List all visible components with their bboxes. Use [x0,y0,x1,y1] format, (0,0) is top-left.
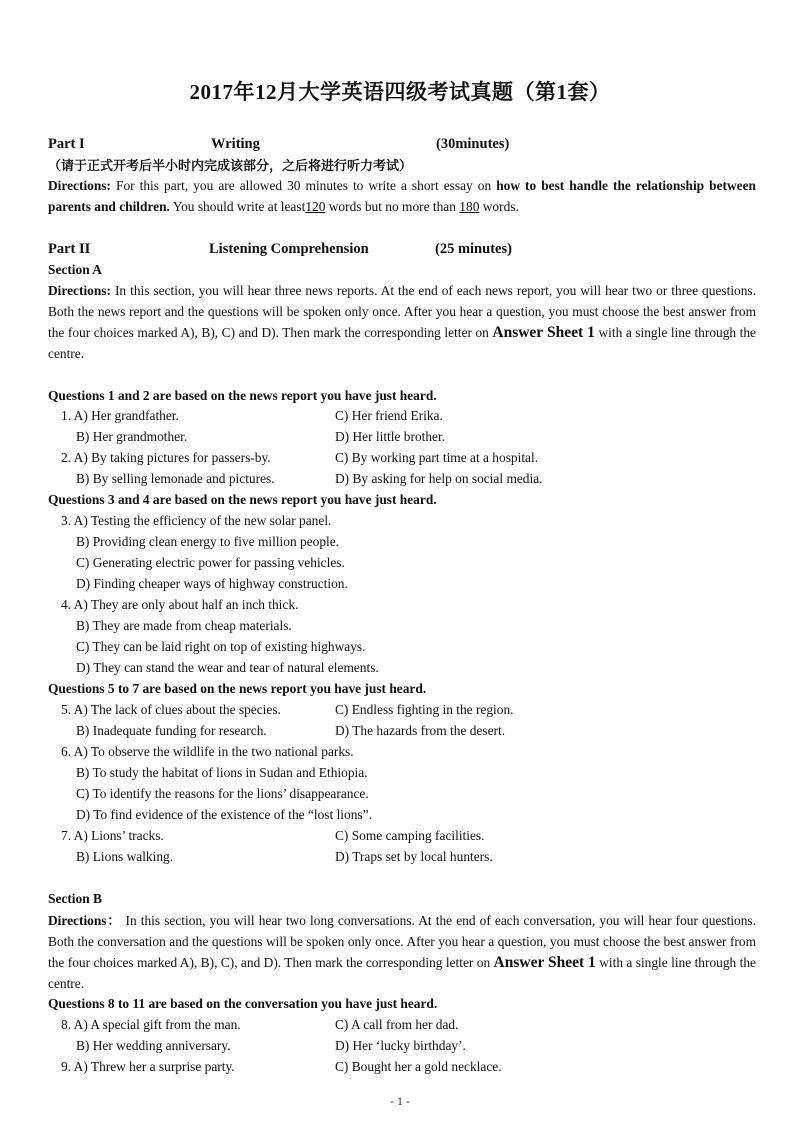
section-a-directions-end: with a single line through the centre. [48,325,756,361]
question-option: B) Providing clean energy to five million people. [76,534,340,549]
page-title: 2017年12月大学英语四级考试真题（第1套） [189,80,611,104]
question-option: B) Lions walking. [76,849,174,864]
question-option: D) To find evidence of the existence of the “lost lions”. [76,807,372,822]
min-words: 120 [305,199,326,214]
part1-label: Part I [48,136,85,152]
section-b-directions-text: In this section, you will hear two long conversations. At the end of each conversation, you will hear four questions. Both the conversation and the questions will be spoken only once. After you hear a question, you must choose the best answer from the four choices marked A), B), C), and D). Then mark the corresponding letter on [48,913,756,970]
page-number: - 1 - [390,1094,410,1108]
section-a-heading: Section A [48,262,102,277]
question-option: C) A call from her dad. [335,1017,459,1032]
question-group-heading: Questions 5 to 7 are based on the news report you have just heard. [48,681,427,696]
part1-directions-text2: You should write at least [169,199,306,214]
part2-time: (25 minutes) [435,241,512,257]
question-option: C) Bought her a gold necklace. [335,1059,502,1074]
question-group-heading: Questions 3 and 4 are based on the news report you have just heard. [48,492,437,507]
part1-directions [48,175,756,217]
part1-note: （请于正式开考后半小时内完成该部分，之后将进行听力考试） [48,158,413,173]
question-option: B) Her grandmother. [76,429,188,444]
section-a-directions-text: In this section, you will hear three news reports. At the end of each news report, you will hear two or three questions. Both the news report and the questions will be spoken only once. After you hear a question, you must choose the best answer from the four choices marked A), B), C) and D). Then mark the corresponding letter on [48,283,756,340]
question-option: 6. A) To observe the wildlife in the two national parks. [61,744,354,759]
question-option: 3. A) Testing the efficiency of the new solar panel. [61,513,332,528]
question-option: B) To study the habitat of lions in Sudan and Ethiopia. [76,765,368,780]
question-option: C) Some camping facilities. [335,828,485,843]
question-option: 1. A) Her grandfather. [61,408,179,423]
part1-directions-text: For this part, you are allowed 30 minutes to write a short essay on [110,178,497,193]
section-a-directions [48,280,756,364]
question-option: D) The hazards from the desert. [335,723,506,738]
question-option: C) Endless fighting in the region. [335,702,514,717]
part1-directions-text4: words. [479,199,519,214]
section-b-directions [48,910,756,994]
question-option: C) Generating electric power for passing vehicles. [76,555,345,570]
max-words: 180 [459,199,480,214]
answer-sheet-ref: Answer Sheet 1 [492,324,595,341]
question-option: 7. A) Lions’ tracks. [61,828,164,843]
part1-name: Writing [211,136,260,152]
question-group-heading: Questions 1 and 2 are based on the news report you have just heard. [48,388,437,403]
essay-topic: how to best handle the relationship between parents and children. [48,178,756,214]
section-b-directions-end: with a single line through the centre. [48,955,756,991]
question-option: 9. A) Threw her a surprise party. [61,1059,235,1074]
question-group-heading: Questions 8 to 11 are based on the conversation you have just heard. [48,996,438,1011]
question-option: B) Inadequate funding for research. [76,723,267,738]
question-option: C) They can be laid right on top of existing highways. [76,639,366,654]
section-a-directions-label: Directions: [48,283,111,298]
question-option: D) Her ‘lucky birthday’. [335,1038,466,1053]
question-option: C) To identify the reasons for the lions’ disappearance. [76,786,369,801]
question-option: D) They can stand the wear and tear of natural elements. [76,660,379,675]
question-option: 5. A) The lack of clues about the species. [61,702,281,717]
question-option: C) Her friend Erika. [335,408,443,423]
part1-directions-text3: words but no more than [325,199,460,214]
question-option: C) By working part time at a hospital. [335,450,539,465]
question-option: D) Her little brother. [335,429,446,444]
answer-sheet-ref: Answer Sheet 1 [493,954,596,971]
section-b-directions-label: Directions： [48,913,122,928]
part1-time: (30minutes) [436,136,510,152]
question-option: B) By selling lemonade and pictures. [76,471,275,486]
question-option: B) Her wedding anniversary. [76,1038,231,1053]
question-option: D) Finding cheaper ways of highway construction. [76,576,348,591]
section-b-heading: Section B [48,891,102,906]
question-option: 4. A) They are only about half an inch thick. [61,597,299,612]
part2-label: Part II [48,241,91,257]
part2-name: Listening Comprehension [209,241,369,257]
question-option: D) Traps set by local hunters. [335,849,493,864]
question-option: 8. A) A special gift from the man. [61,1017,241,1032]
question-option: B) They are made from cheap materials. [76,618,292,633]
question-option: 2. A) By taking pictures for passers-by. [61,450,271,465]
part1-directions-label: Directions: [48,178,111,193]
question-option: D) By asking for help on social media. [335,471,543,486]
